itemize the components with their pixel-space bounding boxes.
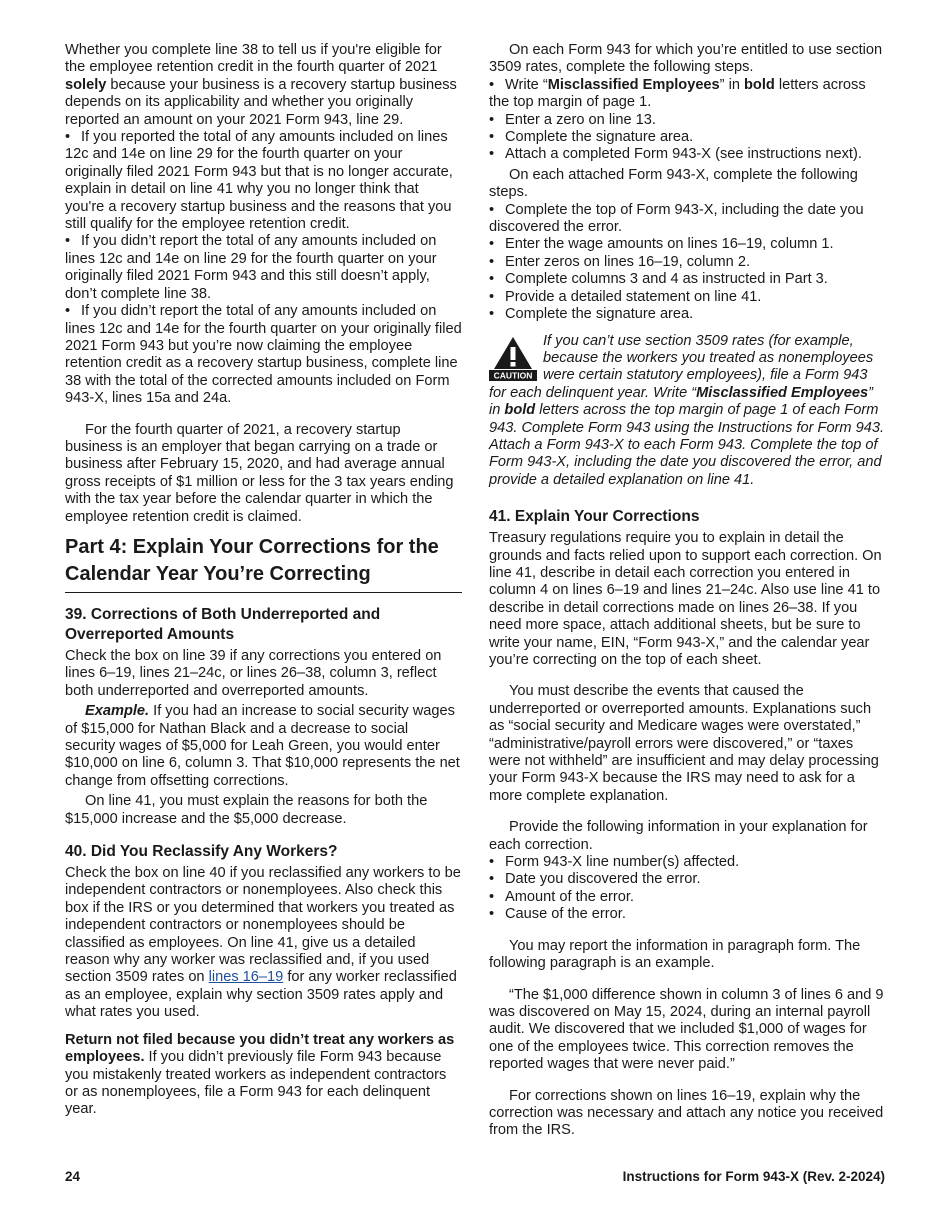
bullet-item: • If you reported the total of any amounts included on lines 12c and 14e on line 29 for the fourth quarter on your originally filed 2021 Form 943 but that is no longer accurate, explain in detail on line 41 why you no longer think that you're a recovery startup business and the reasons that you still qualify for the employee retention credit.	[65, 129, 453, 233]
info-item: • Date you discovered the error.	[489, 871, 701, 888]
example-paragraph: Example. If you had an increase to social security wages of $15,000 for Nathan Black and a decrease to social security wages of $5,000 for Leah Green, you would enter $10,000 on line 6, column 3. That $10,000 represents the net change from offsetting corrections.	[65, 703, 460, 789]
caution-note: CAUTION If you can’t use section 3509 rates (for example, because the workers you treated as nonemployees were certain statutory employees), file a Form 943 for each delinquent year. Write “Misclassified Employees” in bold letters across the top margin of page 1 of each Form 943. Complete Form 943 using the Instructions for Form 943. Attach a Form 943-X to each Form 943. Complete the top of Form 943-X, including the date you discovered the error, and provide a detailed explanation on line 41.	[489, 332, 885, 488]
example-quote-paragraph: “The $1,000 difference shown in column 3 of lines 6 and 9 was discovered on May 15, 2024, during an internal payroll audit. We discovered that we included $1,000 of wages for one of the employees twice. This correction removes the reported wages that were never paid.”	[489, 986, 884, 1073]
info-item: • Cause of the error.	[489, 906, 626, 923]
step-item: • Complete the signature area.	[489, 129, 694, 146]
info-item: • Amount of the error.	[489, 888, 634, 905]
recovery-startup-paragraph: For the fourth quarter of 2021, a recovery startup business is an employer that began carrying on a trade or business after February 15, 2020, and had average annual gross receipts of $1 million or less for the 3 tax years ending with the tax year before the calendar quarter in which the employee retention credit is claimed.	[65, 421, 454, 525]
info-item: • Form 943-X line number(s) affected.	[489, 854, 740, 871]
paragraph-form-paragraph: You may report the information in paragraph form. The following paragraph is an example.	[489, 937, 861, 972]
page-number: 24	[65, 1169, 81, 1184]
attached-form-paragraph: On each attached Form 943-X, complete the following steps.	[489, 166, 858, 201]
step-item: • Provide a detailed statement on line 41.	[489, 288, 762, 305]
lines-16-19-paragraph: For corrections shown on lines 16–19, explain why the correction was necessary and attach any notice you received from the IRS.	[489, 1087, 884, 1139]
section-40-paragraph: Check the box on line 40 if you reclassified any workers to be independent contractors or nonemployees. Also check this box if the IRS or you determined that workers you treated as independent contractors or nonemployees should be classified as employees. On line 41, give us a detailed reason why any worker was reclassified and, if you used section 3509 rates on lines 16–19 for any worker reclassified as an employee, explain why section 3509 rates apply and what rates you used.	[65, 865, 461, 1021]
provide-info-paragraph: Provide the following information in your explanation for each correction.	[489, 819, 868, 853]
step-item: • Enter zeros on lines 16–19, column 2.	[489, 253, 750, 270]
step-item: • Write “Misclassified Employees” in bold letters across the top margin of page 1.	[489, 76, 866, 111]
bullet-item: • If you didn’t report the total of any amounts included on lines 12c and 14e for the fourth quarter on your originally filed 2021 Form 943 but you’re now claiming the employee retention credit as a recovery startup business, complete line 38 with the total of the corrected amounts included on Form 943-X, lines 15a and 24a.	[65, 303, 462, 407]
section-40-heading: 40. Did You Reclassify Any Workers?	[65, 843, 338, 861]
section-3509-paragraph: On each Form 943 for which you’re entitled to use section 3509 rates, complete the following steps.	[489, 42, 883, 76]
step-item: • Complete the signature area.	[489, 306, 694, 323]
caution-icon	[489, 335, 537, 381]
caution-icon-label: CAUTION	[493, 370, 533, 380]
section-39-heading: 39. Corrections of Both Underreported and Overreported Amounts	[65, 605, 381, 643]
section-41-paragraph: Treasury regulations require you to explain in detail the grounds and facts relied upon to support each correction. On line 41, describe in detail each correction you entered in column 4 on lines 6–19 and lines 21–24c. Also use line 41 to describe in detail corrections made on lines 26–38. If you need more space, attach additional sheets, but be sure to write your name, EIN, “Form 943-X,” and the calendar year you’re correcting on the top of each sheet.	[489, 530, 882, 668]
intro-paragraph: Whether you complete line 38 to tell us if you're eligible for the employee retention credit in the fourth quarter of 2021 solely because your business is a recovery startup business depends on its applicability and whether you originally reported an amount on your 2021 Form 943, line 29.	[65, 42, 457, 128]
section-41-heading: 41. Explain Your Corrections	[489, 508, 700, 526]
document-title: Instructions for Form 943-X (Rev. 2-2024)	[622, 1169, 885, 1184]
describe-events-paragraph: You must describe the events that caused the underreported or overreported amounts. Explanations such as “social security and Medicare wages were overstated,” “administrative/payroll errors were discovered,” or “taxes were not withheld” are insufficient and may delay processing your Form 943-X because the IRS may need to ask for a more complete explanation.	[489, 683, 879, 804]
section-39-paragraph: Check the box on line 39 if any corrections you entered on lines 6–19, lines 21–24c, or lines 26–38, column 3, reflect both underreported and overreported amounts.	[65, 647, 442, 699]
section-39-explain-paragraph: On line 41, you must explain the reasons for both the $15,000 increase and the $5,000 decrease.	[65, 793, 428, 827]
bullet-item: • If you didn’t report the total of any amounts included on lines 12c and 14e on line 29 for the fourth quarter on your originally filed 2021 Form 943 and this still doesn’t apply, don’t complete line 38.	[65, 233, 437, 302]
step-item: • Attach a completed Form 943-X (see instructions next).	[489, 146, 862, 163]
return-not-filed-paragraph: Return not filed because you didn’t treat any workers as employees. If you didn’t previously file Form 943 because you mistakenly treated workers as independent contractors or as nonemployees, file a Form 943 for each delinquent year.	[65, 1031, 455, 1118]
right-column	[489, 42, 885, 1140]
step-item: • Complete the top of Form 943-X, including the date you discovered the error.	[489, 201, 864, 236]
step-item: • Complete columns 3 and 4 as instructed in Part 3.	[489, 271, 828, 288]
step-item: • Enter the wage amounts on lines 16–19, column 1.	[489, 236, 834, 253]
step-item: • Enter a zero on line 13.	[489, 111, 656, 128]
left-column	[65, 42, 462, 1119]
lines-16-19-link[interactable]: lines 16–19	[208, 969, 284, 986]
part4-title: Part 4: Explain Your Corrections for the Calendar Year You’re Correcting	[65, 534, 462, 593]
